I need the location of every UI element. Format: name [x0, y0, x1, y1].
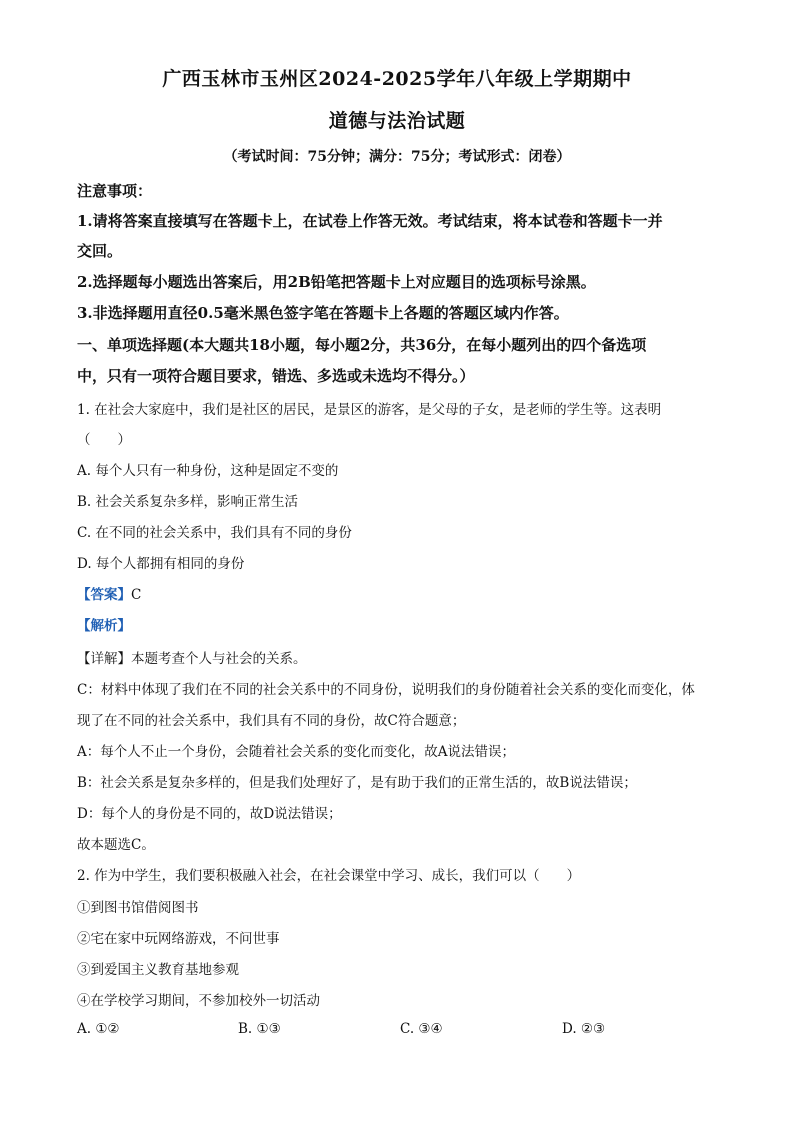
- question-2-stem: 2. 作为中学生，我们要积极融入社会，在社会课堂中学习、成长，我们可以（ ）: [77, 868, 581, 884]
- exam-info: （考试时间：75分钟；满分：75分；考试形式：闭卷）: [223, 149, 571, 165]
- explanation-d: D：每个人的身份是不同的，故D说法错误；: [77, 806, 342, 822]
- question-1-option-a: A. 每个人只有一种身份，这种是固定不变的: [77, 463, 339, 479]
- page-title: 广西玉林市玉州区2024-2025学年八年级上学期期中: [162, 68, 632, 90]
- detail-text: 本题考查个人与社会的关系。: [131, 651, 307, 667]
- conclusion: 故本题选C。: [77, 837, 155, 853]
- explanation-b: B：社会关系是复杂多样的，但是我们处理好了，是有助于我们的正常生活的，故B说法错误；: [77, 775, 637, 791]
- explanation-c: C：材料中体现了我们在不同的社会关系中的不同身份，说明我们的身份随着社会关系的变化而变化，体: [77, 682, 695, 698]
- notice-item-1: 1.请将答案直接填写在答题卡上，在试卷上作答无效。考试结束，将本试卷和答题卡一并: [77, 212, 663, 230]
- detail-tag: 【详解】: [77, 651, 131, 667]
- question-2-option-d: D. ②③: [562, 1021, 606, 1037]
- question-1-option-b: B. 社会关系复杂多样，影响正常生活: [77, 494, 299, 510]
- section-heading: 一、单项选择题(本大题共18小题，每小题2分，共36分，在每小题列出的四个备选项: [77, 336, 647, 354]
- question-2-item-1: ①到图书馆借阅图书: [77, 900, 199, 916]
- question-1-option-c: C. 在不同的社会关系中，我们具有不同的身份: [77, 525, 352, 541]
- answer-tag: 【答案】: [77, 587, 131, 603]
- notice-heading: 注意事项：: [77, 182, 153, 200]
- question-1-detail: [77, 647, 307, 667]
- question-2-option-a: A. ①②: [77, 1021, 120, 1037]
- notice-item-3: 3.非选择题用直径0.5毫米黑色签字笔在答题卡上各题的答题区域内作答。: [77, 304, 569, 322]
- question-2-item-3: ③到爱国主义教育基地参观: [77, 962, 239, 978]
- analysis-tag: 【解析】: [77, 618, 131, 634]
- question-2-option-b: B. ①③: [238, 1021, 281, 1037]
- question-1-option-d: D. 每个人都拥有相同的身份: [77, 556, 245, 572]
- question-1-analysis: [77, 614, 131, 634]
- answer-value: C: [131, 587, 142, 603]
- explanation-c-cont: 现了在不同的社会关系中，我们具有不同的身份，故C符合题意；: [77, 713, 466, 729]
- explanation-a: A：每个人不止一个身份，会随着社会关系的变化而变化，故A说法错误；: [77, 744, 515, 760]
- notice-item-2: 2.选择题每小题选出答案后，用2B铅笔把答题卡上对应题目的选项标号涂黑。: [77, 273, 596, 291]
- question-1-blank: （ ）: [77, 432, 131, 448]
- section-heading-cont: 中，只有一项符合题目要求，错选、多选或未选均不得分。）: [77, 367, 475, 385]
- question-2-item-4: ④在学校学习期间，不参加校外一切活动: [77, 993, 320, 1009]
- question-1-stem: 1. 在社会大家庭中，我们是社区的居民，是景区的游客，是父母的子女，是老师的学生等。这表明: [77, 402, 662, 418]
- question-2-item-2: ②宅在家中玩网络游戏，不问世事: [77, 931, 280, 947]
- notice-item-1-cont: 交回。: [77, 242, 123, 260]
- page-subtitle: 道德与法治试题: [328, 110, 466, 132]
- question-1-answer: [77, 583, 141, 603]
- question-2-option-c: C. ③④: [400, 1021, 443, 1037]
